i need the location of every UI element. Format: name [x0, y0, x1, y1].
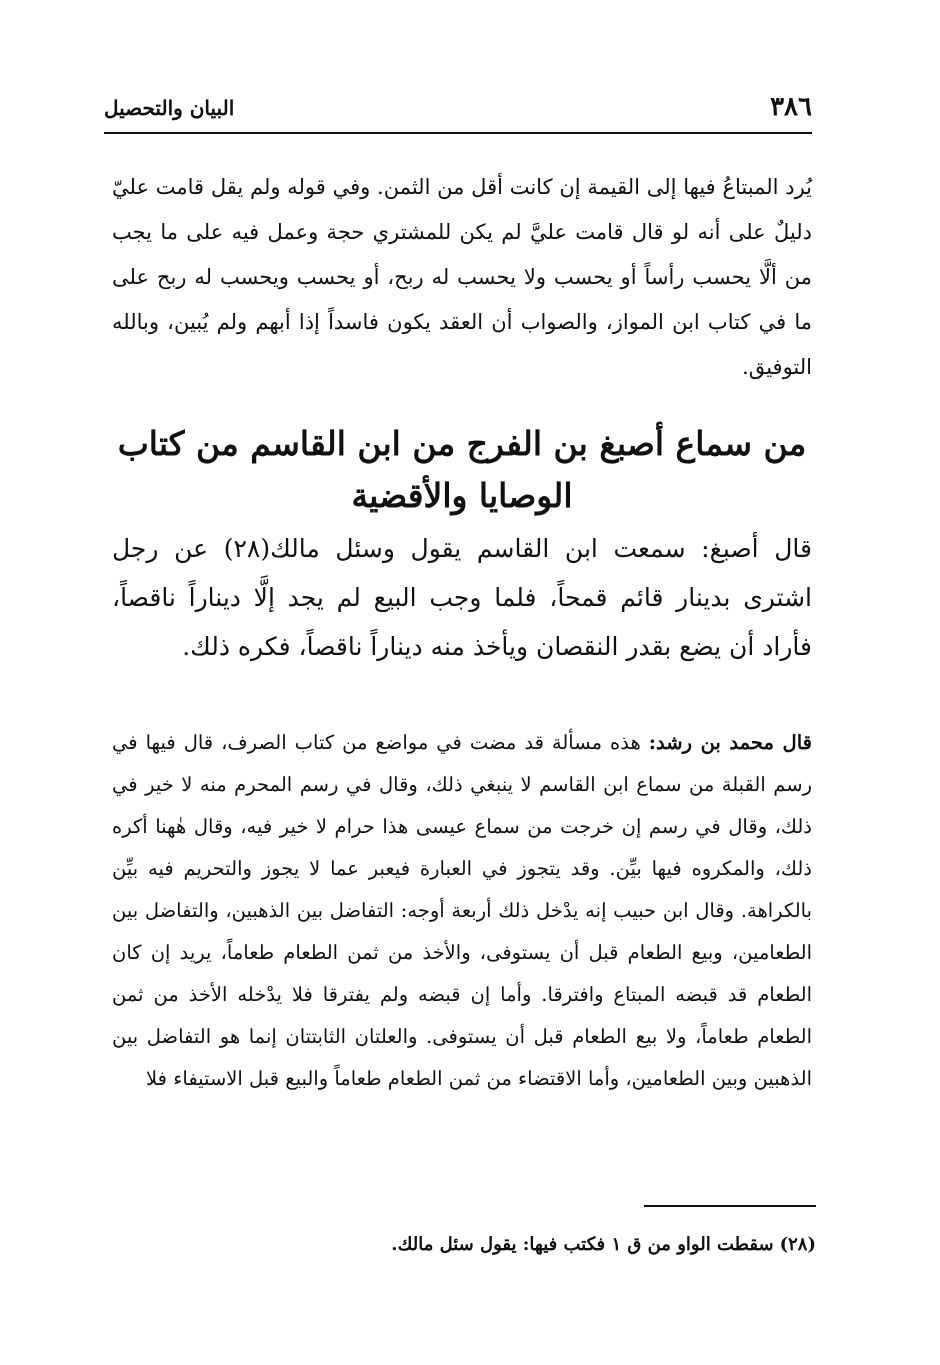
paragraph-1: يُرد المبتاعُ فيها إلى القيمة إن كانت أقل من الثمن. وفي قوله ولم يقل قامت عليّ دليلٌ على أنه لو قال قامت عليَّ لم يكن للمشتري حجة وعمل فيه على ما يجب من ألَّا يحسب رأساً أو يحسب ولا يحسب له ربح، أو يحسب ويحسب له ربح على ما في كتاب ابن المواز، والصواب أن العقد يكون فاسداً إذا أبهم ولم يُبين، وبالله التوفيق.: [112, 175, 812, 379]
paragraph-3-text: هذه مسألة قد مضت في مواضع من كتاب الصرف، قال فيها في رسم القبلة من سماع ابن القاسم لا ينبغي ذلك، وقال في رسم المحرم منه لا خير في ذلك، وقال في رسم إن خرجت من سماع عيسى هذا حرام لا خير فيه، وقال هٰهنا أكره ذلك، والمكروه فيها بيِّن. وقد يتجوز في العبارة فيعبر عما لا يجوز والتحريم فيه بيِّن بالكراهة. وقال ابن حبيب إنه يدْخل ذلك أربعة أوجه: التفاضل بين الذهبين، والتفاضل بين الطعامين، وبيع الطعام قبل أن يستوفى، والأخذ من ثمن الطعام طعاماً، يريد إن كان الطعام قد قبضه المبتاع وافترقا. وأما إن قبضه ولم يفترقا فلا يدْخله الأخذ من ثمن الطعام طعاماً، ولا بيع الطعام قبل أن يستوفى. والعلتان الثابتتان إنما هو التفاضل بين الذهبين وبين الطعامين، وأما الاقتضاء من ثمن الطعام طعاماً والبيع قبل الاستيفاء فلا: [112, 731, 812, 1090]
footnote-divider: [644, 1205, 816, 1207]
running-title: البيان والتحصيل: [104, 96, 235, 120]
section-heading: من سماع أصبغ بن الفرج من ابن القاسم من كتاب الوصايا والأقضية: [117, 424, 807, 515]
paragraph-3-lead: قال محمد بن رشد:: [648, 731, 812, 754]
running-header: [104, 92, 812, 132]
footnote: [300, 1234, 816, 1255]
page-number: ٣٨٦: [770, 92, 812, 122]
header-divider: [104, 132, 812, 134]
paragraph-3: [112, 722, 812, 1100]
footnote-text: سقطت الواو من ق ١ فكتب فيها: يقول سئل مالك.: [391, 1234, 774, 1255]
footnote-marker: (٢٨): [779, 1234, 816, 1255]
paragraph-2: قال أصبغ: سمعت ابن القاسم يقول وسئل مالك(٢٨) عن رجل اشترى بدينار قائم قمحاً، فلما وجب البيع لم يجد إلَّا ديناراً ناقصاً، فأراد أن يضع بقدر النقصان ويأخذ منه ديناراً ناقصاً، فكره ذلك.: [112, 534, 812, 661]
